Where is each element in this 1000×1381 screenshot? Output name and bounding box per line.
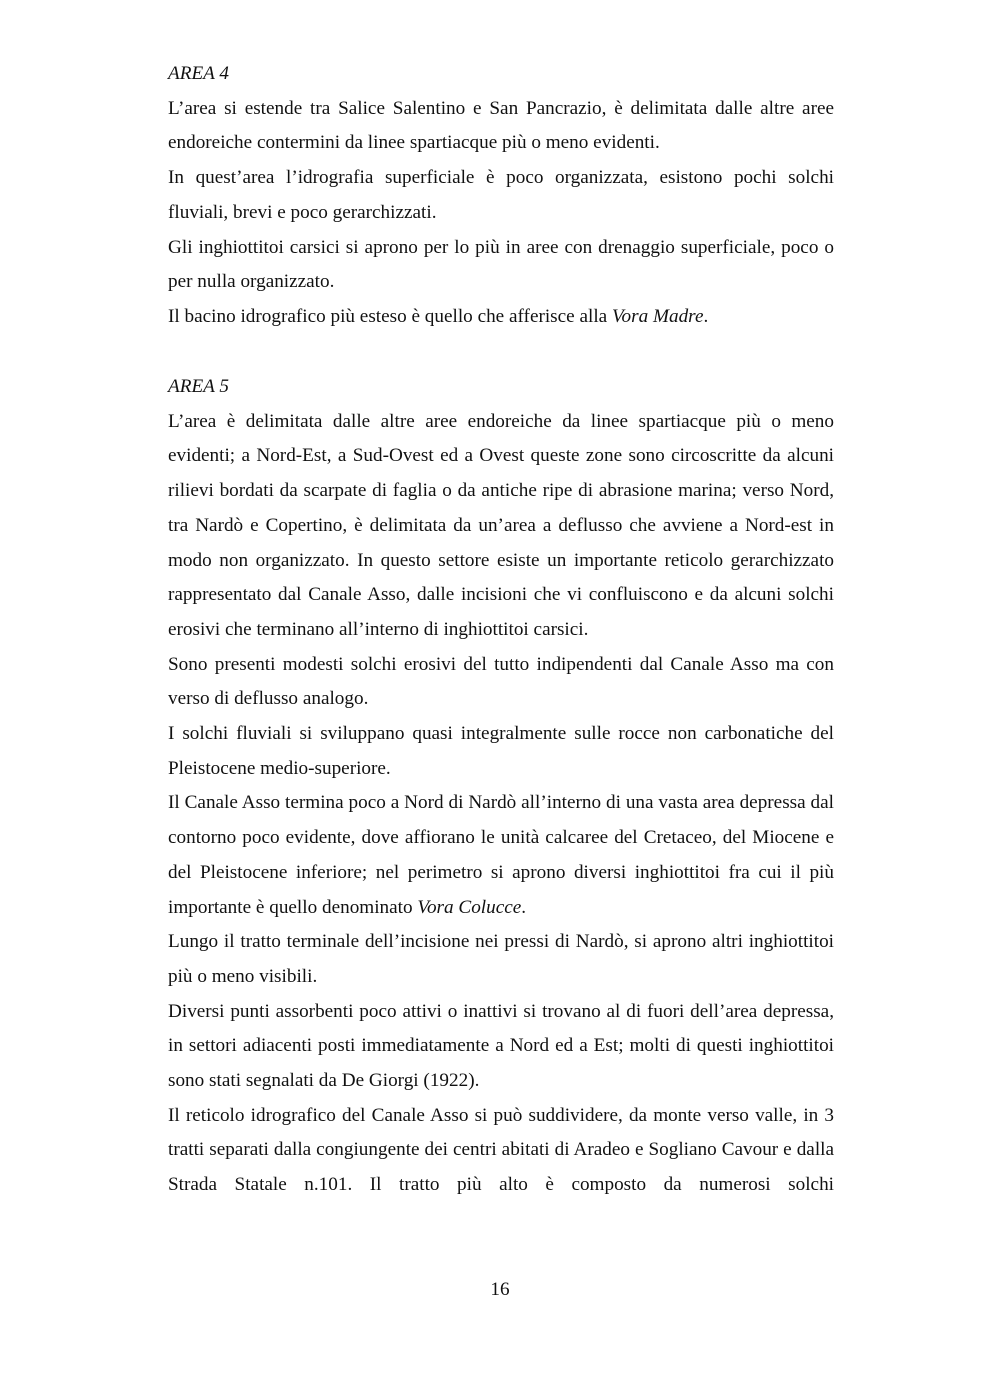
paragraph-text: Diversi punti assorbenti poco attivi o inattivi si trovano al di fuori dell’area depressa, in settori adiacenti posti immediatamente a Nord ed a Est; molti di questi inghiottitoi sono stati segnalati da De Giorgi (1922). bbox=[168, 1000, 834, 1092]
paragraph bbox=[168, 161, 834, 230]
paragraph bbox=[168, 648, 834, 717]
paragraph-text: In quest’area l’idrografia superficiale è poco organizzata, esistono pochi solchi fluviali, brevi e poco gerarchizzati. bbox=[168, 167, 834, 223]
place-name-italic: Vora Madre bbox=[611, 305, 704, 327]
paragraph-text: Gli inghiottitoi carsici si aprono per lo più in aree con drenaggio superficiale, poco o per nulla organizzato. bbox=[168, 236, 834, 293]
section-area-5 bbox=[168, 370, 834, 1203]
paragraph bbox=[168, 231, 834, 300]
paragraph bbox=[168, 92, 834, 161]
paragraph-text: Lungo il tratto terminale dell’incisione nei pressi di Nardò, si aprono altri inghiottitoi più o meno visibili. bbox=[168, 931, 834, 987]
section-heading: AREA 5 bbox=[168, 376, 229, 397]
paragraph bbox=[168, 300, 834, 335]
paragraph bbox=[168, 405, 834, 648]
paragraph-text: . bbox=[703, 305, 709, 327]
paragraph-text: Il bacino idrografico più esteso è quello che afferisce alla bbox=[168, 305, 612, 327]
paragraph bbox=[168, 925, 834, 994]
place-name-italic: Vora Colucce bbox=[417, 896, 522, 918]
paragraph-text: Il reticolo idrografico del Canale Asso si può suddividere, da monte verso valle, in 3 tratti separati dalla congiungente dei centri abitati di Aradeo e Sogliano Cavour e dalla Strada Statale n.101. Il tratto più alto è composto da numerosi solchi bbox=[168, 1104, 834, 1196]
paragraph-text: Sono presenti modesti solchi erosivi del tutto indipendenti dal Canale Asso ma con verso di deflusso analogo. bbox=[168, 653, 834, 710]
paragraph-text: Il Canale Asso termina poco a Nord di Nardò all’interno di una vasta area depressa dal contorno poco evidente, dove affiorano le unità calcaree del Cretaceo, del Miocene e del Pleistocene inferiore; nel perimetro si aprono diversi inghiottitoi fra cui il più importante è quello denominato bbox=[168, 792, 834, 918]
section-heading: AREA 4 bbox=[168, 63, 229, 84]
paragraph bbox=[168, 717, 834, 786]
page-number: 16 bbox=[490, 1279, 510, 1300]
paragraph-continued bbox=[168, 1099, 834, 1203]
paragraph-text: . bbox=[521, 896, 527, 918]
paragraph-text: L’area si estende tra Salice Salentino e San Pancrazio, è delimitata dalle altre aree endoreiche contermini da linee spartiacque più o meno evidenti. bbox=[168, 97, 834, 154]
paragraph-text: I solchi fluviali si sviluppano quasi integralmente sulle rocce non carbonatiche del Pleistocene medio-superiore. bbox=[168, 723, 834, 779]
section-area-4 bbox=[168, 57, 834, 335]
paragraph bbox=[168, 786, 834, 925]
paragraph bbox=[168, 995, 834, 1099]
paragraph-text: L’area è delimitata dalle altre aree endoreiche da linee spartiacque più o meno evidenti; a Nord-Est, a Sud-Ovest ed a Ovest queste zone sono circoscritte da alcuni rilievi bordati da scarpate di faglia o da antiche ripe di abrasione marina; verso Nord, tra Nardò e Copertino, è delimitata da un’area a deflusso che avviene a Nord-est in modo non organizzato. In questo settore esiste un importante reticolo gerarchizzato rappresentato dal Canale Asso, dalle incisioni che vi confluiscono e da alcuni solchi erosivi che terminano all’interno di inghiottitoi carsici. bbox=[168, 410, 834, 640]
